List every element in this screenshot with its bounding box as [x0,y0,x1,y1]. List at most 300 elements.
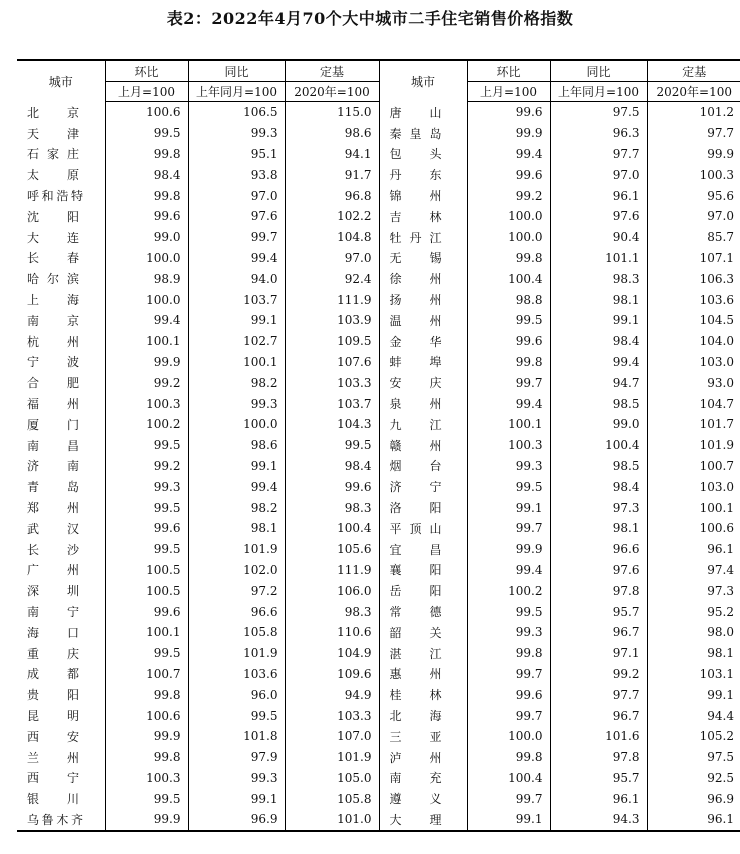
yoy-value-left: 102.0 [188,560,285,581]
base-value-right: 103.0 [647,476,740,497]
yoy-value-right: 96.7 [550,622,647,643]
city-name: 南昌 [27,438,79,453]
yoy-value-right: 90.4 [550,227,647,248]
city-name: 锦州 [389,189,442,204]
table-row [17,289,740,310]
city-cell-right [379,684,467,705]
yoy-value-left: 99.4 [188,476,285,497]
city-name: 广州 [27,563,79,578]
city-cell-left [17,164,105,185]
table-row [17,580,740,601]
city-cell-right [379,268,467,289]
header-base-right: 定基 [647,60,740,82]
city-name: 岳阳 [389,584,442,599]
yoy-value-right: 95.7 [550,768,647,789]
table-row [17,331,740,352]
city-cell-right [379,164,467,185]
mom-value-left: 100.1 [105,331,188,352]
base-value-right: 99.1 [647,684,740,705]
base-value-left: 104.3 [285,414,379,435]
price-index-table [17,59,740,832]
base-value-right: 95.2 [647,601,740,622]
yoy-value-right: 98.1 [550,518,647,539]
city-name: 天津 [27,126,79,141]
mom-value-right: 99.5 [467,476,550,497]
city-cell-left [17,726,105,747]
base-value-right: 92.5 [647,768,740,789]
city-cell-left [17,788,105,809]
mom-value-right: 99.2 [467,185,550,206]
city-name: 重庆 [27,646,79,661]
yoy-value-left: 97.0 [188,185,285,206]
table-row [17,684,740,705]
header-yoy-right: 同比 [550,60,647,82]
yoy-value-left: 100.1 [188,352,285,373]
mom-value-left: 100.0 [105,289,188,310]
base-value-left: 94.1 [285,144,379,165]
mom-value-left: 99.5 [105,539,188,560]
yoy-value-left: 98.1 [188,518,285,539]
mom-value-left: 99.5 [105,788,188,809]
base-value-right: 98.1 [647,643,740,664]
city-cell-right [379,809,467,831]
base-value-right: 104.5 [647,310,740,331]
yoy-value-right: 99.2 [550,664,647,685]
mom-value-left: 100.6 [105,705,188,726]
table-row [17,206,740,227]
city-cell-right [379,497,467,518]
base-value-right: 85.7 [647,227,740,248]
city-cell-left [17,601,105,622]
city-name: 北海 [389,709,442,723]
mom-value-left: 99.8 [105,185,188,206]
city-name: 丹东 [389,168,442,183]
yoy-value-left: 99.3 [188,768,285,789]
base-value-left: 97.0 [285,248,379,269]
yoy-value-right: 98.4 [550,331,647,352]
subheader-mom-right: 上月=100 [467,82,550,102]
mom-value-right: 99.3 [467,456,550,477]
mom-value-left: 99.5 [105,497,188,518]
mom-value-left: 99.2 [105,456,188,477]
yoy-value-left: 99.3 [188,393,285,414]
city-name: 宜昌 [389,542,442,557]
yoy-value-right: 97.6 [550,560,647,581]
city-name: 平顶山 [389,521,442,536]
mom-value-right: 99.1 [467,497,550,518]
base-value-right: 100.6 [647,518,740,539]
mom-value-left: 100.3 [105,393,188,414]
city-cell-right [379,788,467,809]
mom-value-right: 99.9 [467,539,550,560]
city-cell-left [17,248,105,269]
mom-value-left: 100.5 [105,560,188,581]
table-row [17,185,740,206]
base-value-right: 96.1 [647,809,740,831]
city-name: 石家庄 [27,147,79,162]
base-value-left: 91.7 [285,164,379,185]
city-name: 西宁 [27,771,79,786]
base-value-left: 110.6 [285,622,379,643]
mom-value-left: 100.0 [105,248,188,269]
city-cell-left [17,684,105,705]
yoy-value-left: 101.8 [188,726,285,747]
city-name: 呼和浩特 [27,189,83,204]
city-name: 长沙 [27,542,79,557]
base-value-left: 99.6 [285,476,379,497]
mom-value-left: 100.7 [105,664,188,685]
city-name: 大理 [389,812,442,827]
city-cell-right [379,664,467,685]
table-row [17,102,740,123]
city-name: 济南 [27,459,79,474]
yoy-value-right: 95.7 [550,601,647,622]
base-value-right: 104.7 [647,393,740,414]
table-row [17,456,740,477]
table-row [17,539,740,560]
city-cell-left [17,497,105,518]
yoy-value-right: 101.6 [550,726,647,747]
city-cell-right [379,144,467,165]
city-cell-left [17,435,105,456]
base-value-right: 97.0 [647,206,740,227]
yoy-value-left: 96.9 [188,809,285,831]
base-value-left: 109.6 [285,664,379,685]
yoy-value-right: 98.3 [550,268,647,289]
base-value-left: 105.0 [285,768,379,789]
city-cell-left [17,476,105,497]
mom-value-left: 99.5 [105,643,188,664]
base-value-right: 101.7 [647,414,740,435]
base-value-right: 97.4 [647,560,740,581]
table-row [17,227,740,248]
header-base-left: 定基 [285,60,379,82]
city-name: 九江 [389,417,442,432]
city-name: 郑州 [27,501,79,516]
table-row [17,248,740,269]
subheader-yoy-left: 上年同月=100 [188,82,285,102]
base-value-right: 105.2 [647,726,740,747]
city-cell-left [17,102,105,123]
base-value-left: 107.6 [285,352,379,373]
mom-value-left: 99.6 [105,206,188,227]
header-yoy-left: 同比 [188,60,285,82]
mom-value-right: 99.6 [467,102,550,123]
base-value-left: 103.3 [285,372,379,393]
yoy-value-right: 97.8 [550,580,647,601]
mom-value-right: 99.1 [467,809,550,831]
mom-value-left: 100.2 [105,414,188,435]
yoy-value-right: 97.1 [550,643,647,664]
city-cell-left [17,622,105,643]
yoy-value-left: 94.0 [188,268,285,289]
yoy-value-right: 96.7 [550,705,647,726]
city-cell-right [379,622,467,643]
city-cell-left [17,227,105,248]
mom-value-right: 98.8 [467,289,550,310]
yoy-value-left: 99.1 [188,456,285,477]
city-cell-right [379,518,467,539]
base-value-right: 100.7 [647,456,740,477]
city-cell-left [17,268,105,289]
yoy-value-left: 93.8 [188,164,285,185]
mom-value-left: 99.8 [105,144,188,165]
table-row [17,414,740,435]
table-row [17,601,740,622]
table-row [17,144,740,165]
yoy-value-left: 97.9 [188,747,285,768]
city-name: 济宁 [389,480,442,495]
city-name: 长春 [27,251,79,266]
yoy-value-right: 96.6 [550,539,647,560]
city-name: 南宁 [27,605,79,620]
mom-value-left: 99.6 [105,601,188,622]
mom-value-right: 100.4 [467,768,550,789]
mom-value-right: 99.9 [467,123,550,144]
base-value-right: 101.9 [647,435,740,456]
mom-value-right: 99.5 [467,310,550,331]
header-city-left: 城市 [17,60,105,102]
base-value-right: 97.3 [647,580,740,601]
city-cell-right [379,352,467,373]
mom-value-left: 99.0 [105,227,188,248]
yoy-value-right: 99.4 [550,352,647,373]
city-name: 太原 [27,168,79,183]
yoy-value-left: 99.4 [188,248,285,269]
mom-value-left: 99.6 [105,518,188,539]
mom-value-left: 100.5 [105,580,188,601]
base-value-right: 100.3 [647,164,740,185]
city-cell-right [379,726,467,747]
mom-value-right: 99.7 [467,372,550,393]
city-name: 哈尔滨 [27,272,79,287]
mom-value-left: 99.4 [105,310,188,331]
base-value-left: 106.0 [285,580,379,601]
header-mom-right: 环比 [467,60,550,82]
table-row [17,352,740,373]
city-name: 昆明 [27,709,79,723]
city-name: 洛阳 [389,501,442,516]
yoy-value-left: 102.7 [188,331,285,352]
base-value-right: 96.9 [647,788,740,809]
base-value-left: 107.0 [285,726,379,747]
city-cell-left [17,768,105,789]
table-row [17,268,740,289]
base-value-right: 103.1 [647,664,740,685]
yoy-value-left: 103.6 [188,664,285,685]
mom-value-right: 99.6 [467,164,550,185]
yoy-value-left: 101.9 [188,643,285,664]
city-cell-right [379,185,467,206]
table-row [17,518,740,539]
city-cell-right [379,601,467,622]
base-value-right: 107.1 [647,248,740,269]
yoy-value-left: 96.6 [188,601,285,622]
table-title: 表2：2022年4月70个大中城市二手住宅销售价格指数 [166,9,574,28]
city-name: 贵阳 [27,688,79,703]
yoy-value-right: 97.7 [550,144,647,165]
base-value-left: 103.7 [285,393,379,414]
yoy-value-left: 99.3 [188,123,285,144]
yoy-value-left: 100.0 [188,414,285,435]
city-cell-left [17,289,105,310]
city-name: 秦皇岛 [389,126,442,141]
yoy-value-right: 99.1 [550,310,647,331]
mom-value-right: 100.3 [467,435,550,456]
yoy-value-right: 101.1 [550,248,647,269]
table-row [17,643,740,664]
city-name: 桂林 [389,688,442,703]
city-cell-left [17,664,105,685]
city-name: 西安 [27,729,79,744]
base-value-left: 103.3 [285,705,379,726]
subheader-base-right: 2020年=100 [647,82,740,102]
city-cell-right [379,435,467,456]
yoy-value-right: 100.4 [550,435,647,456]
city-name: 福州 [27,397,79,412]
city-cell-left [17,185,105,206]
yoy-value-right: 99.0 [550,414,647,435]
base-value-left: 98.3 [285,497,379,518]
mom-value-right: 99.8 [467,643,550,664]
city-cell-right [379,705,467,726]
city-cell-right [379,248,467,269]
table-row [17,705,740,726]
city-cell-right [379,456,467,477]
base-value-right: 104.0 [647,331,740,352]
yoy-value-right: 98.5 [550,456,647,477]
base-value-right: 94.4 [647,705,740,726]
city-cell-left [17,580,105,601]
city-cell-right [379,747,467,768]
city-name: 上海 [27,293,79,308]
city-cell-left [17,809,105,831]
base-value-left: 102.2 [285,206,379,227]
city-name: 常德 [389,605,442,620]
base-value-left: 100.4 [285,518,379,539]
table-row [17,310,740,331]
city-name: 泸州 [389,750,442,765]
city-cell-left [17,123,105,144]
city-name: 银川 [27,792,79,807]
base-value-right: 98.0 [647,622,740,643]
city-name: 金华 [389,334,442,349]
city-cell-left [17,456,105,477]
base-value-right: 96.1 [647,539,740,560]
city-cell-left [17,372,105,393]
mom-value-right: 100.0 [467,206,550,227]
table-row [17,393,740,414]
yoy-value-left: 98.6 [188,435,285,456]
yoy-value-left: 98.2 [188,372,285,393]
city-cell-left [17,705,105,726]
mom-value-left: 99.8 [105,684,188,705]
yoy-value-right: 96.3 [550,123,647,144]
city-cell-left [17,206,105,227]
yoy-value-right: 98.5 [550,393,647,414]
city-cell-left [17,747,105,768]
base-value-left: 96.8 [285,185,379,206]
city-name: 包头 [389,147,442,162]
mom-value-right: 99.4 [467,144,550,165]
city-name: 泉州 [389,397,442,412]
city-cell-right [379,102,467,123]
city-cell-right [379,289,467,310]
city-name: 惠州 [389,667,442,682]
city-name: 赣州 [389,438,442,453]
table-row [17,372,740,393]
city-cell-left [17,331,105,352]
city-name: 合肥 [27,376,79,391]
city-name: 三亚 [389,729,442,744]
base-value-right: 97.7 [647,123,740,144]
yoy-value-left: 99.5 [188,705,285,726]
city-cell-left [17,643,105,664]
city-cell-right [379,768,467,789]
mom-value-left: 99.9 [105,352,188,373]
yoy-value-left: 99.1 [188,310,285,331]
city-name: 吉林 [389,209,442,224]
city-name: 徐州 [389,272,442,287]
table-row [17,497,740,518]
city-cell-right [379,393,467,414]
mom-value-right: 99.5 [467,601,550,622]
city-cell-left [17,310,105,331]
mom-value-right: 99.7 [467,788,550,809]
city-cell-right [379,539,467,560]
city-name: 无锡 [389,251,442,266]
table-row [17,768,740,789]
table-row [17,123,740,144]
mom-value-left: 99.9 [105,726,188,747]
city-cell-left [17,560,105,581]
mom-value-right: 99.4 [467,560,550,581]
yoy-value-left: 97.6 [188,206,285,227]
city-name: 襄阳 [389,563,442,578]
mom-value-right: 99.8 [467,747,550,768]
base-value-left: 115.0 [285,102,379,123]
city-name: 北京 [27,105,79,120]
mom-value-left: 99.2 [105,372,188,393]
city-name: 青岛 [27,480,79,495]
mom-value-right: 99.7 [467,705,550,726]
city-name: 遵义 [389,792,442,807]
city-cell-left [17,539,105,560]
city-name: 兰州 [27,750,79,765]
mom-value-right: 99.8 [467,352,550,373]
city-name: 宁波 [27,355,79,370]
city-name: 牡丹江 [389,230,442,245]
base-value-left: 98.4 [285,456,379,477]
yoy-value-right: 96.1 [550,185,647,206]
base-value-left: 98.6 [285,123,379,144]
city-cell-right [379,123,467,144]
yoy-value-right: 97.6 [550,206,647,227]
table-body [17,102,740,831]
yoy-value-left: 105.8 [188,622,285,643]
base-value-right: 100.1 [647,497,740,518]
mom-value-right: 99.7 [467,664,550,685]
base-value-left: 99.5 [285,435,379,456]
city-cell-right [379,227,467,248]
yoy-value-right: 97.3 [550,497,647,518]
table-row [17,435,740,456]
city-name: 扬州 [389,293,442,308]
yoy-value-right: 97.0 [550,164,647,185]
city-name: 乌鲁木齐 [27,812,83,827]
city-cell-right [379,331,467,352]
city-name: 南京 [27,313,79,328]
